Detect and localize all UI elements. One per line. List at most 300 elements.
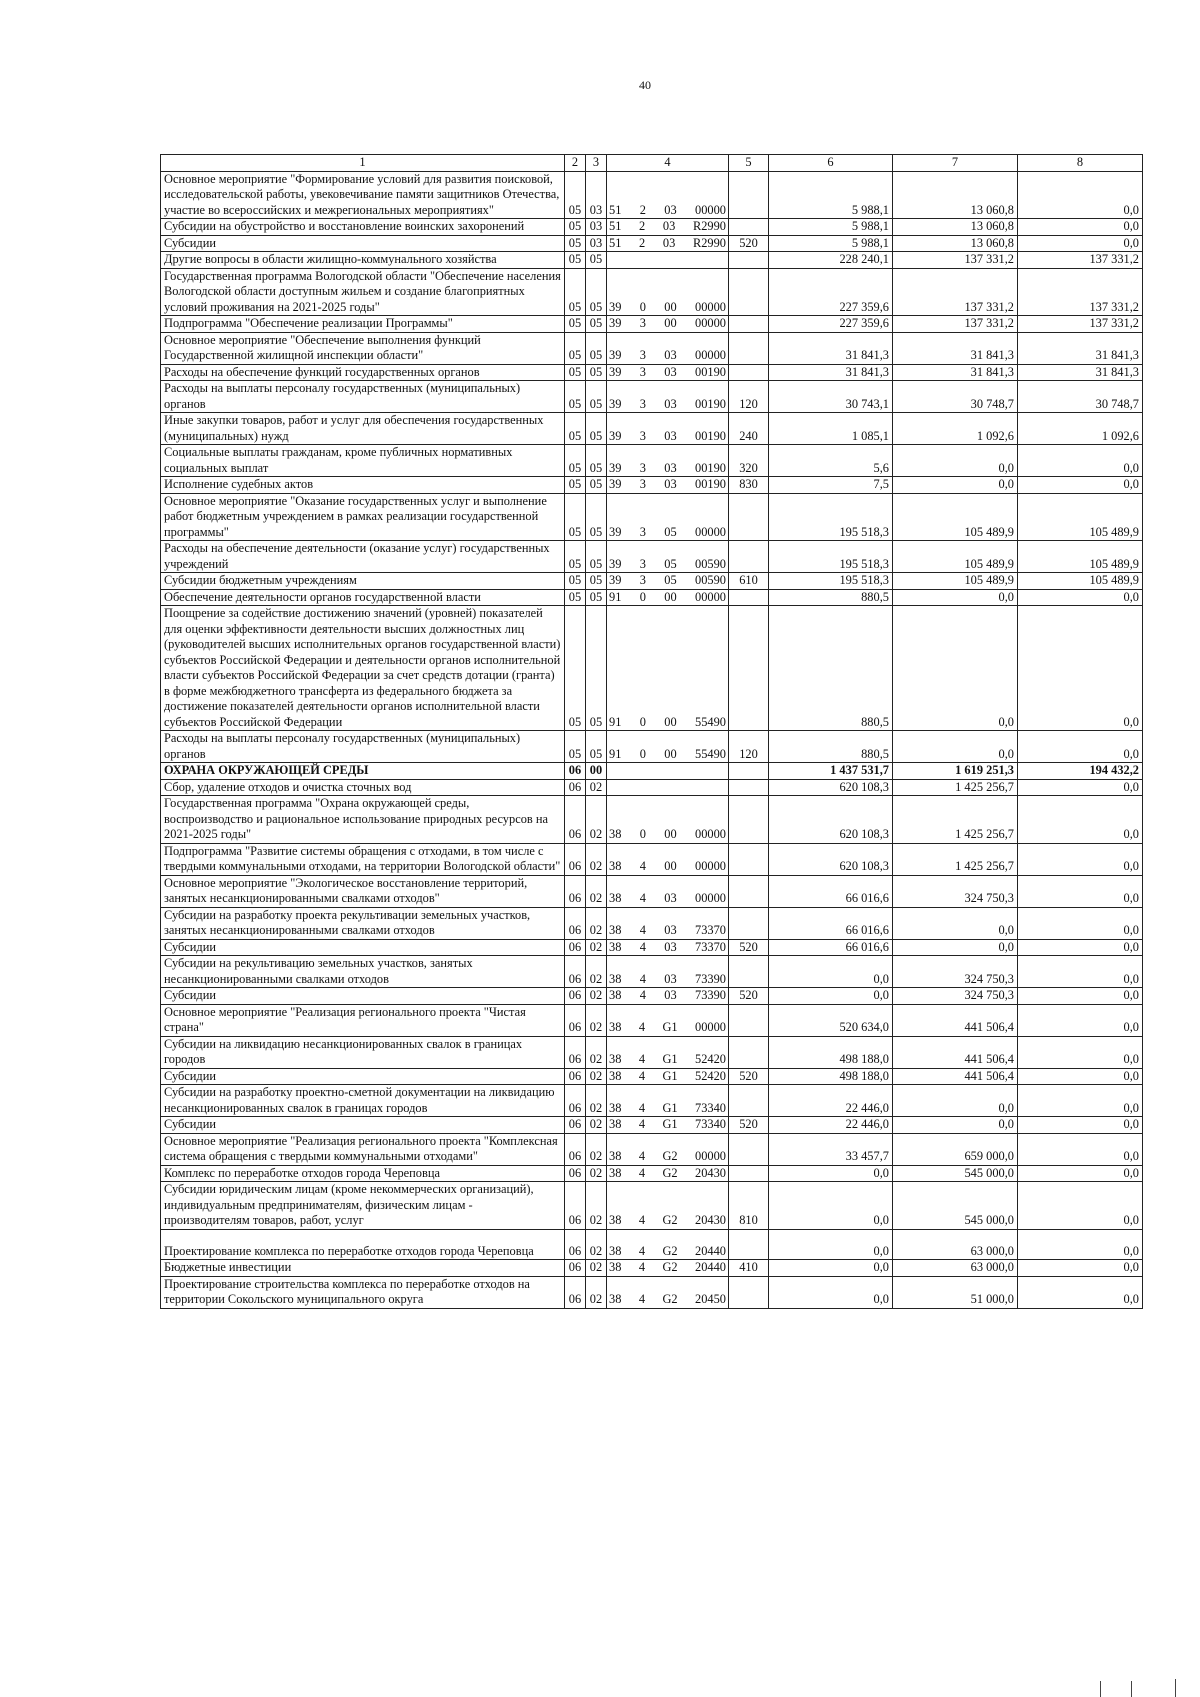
subsection-code: 02 [586, 939, 607, 956]
target-article-part: 4 [638, 1292, 646, 1306]
table-row [161, 364, 1143, 381]
amount-col6: 5 988,1 [769, 235, 893, 252]
amount-col8: 0,0 [1018, 956, 1143, 988]
target-article-part: 03 [664, 971, 677, 986]
amount-col7: 1 092,6 [893, 413, 1018, 445]
target-article-code [607, 875, 729, 907]
amount-col8: 1 092,6 [1018, 413, 1143, 445]
subsection-code: 05 [586, 381, 607, 413]
section-code: 05 [565, 541, 586, 573]
target-article-code [607, 1165, 729, 1182]
section-code: 05 [565, 332, 586, 364]
table-row [161, 939, 1143, 956]
table-row [161, 589, 1143, 606]
target-article-part: 03 [664, 477, 677, 491]
target-article-part: 20440 [695, 1243, 726, 1258]
row-name: Субсидии [161, 1117, 565, 1134]
target-article-code [607, 364, 729, 381]
target-article-part: 4 [638, 1100, 646, 1115]
expense-type-code: 520 [729, 1068, 769, 1085]
section-code: 06 [565, 1133, 586, 1165]
table-row [161, 988, 1143, 1005]
amount-col7: 659 000,0 [893, 1133, 1018, 1165]
target-article-part: 00 [664, 859, 677, 873]
target-article-part: 38 [609, 1243, 622, 1258]
amount-col8: 0,0 [1018, 875, 1143, 907]
table-row [161, 268, 1143, 316]
amount-col7: 0,0 [893, 477, 1018, 494]
expense-type-code [729, 493, 769, 541]
amount-col8: 105 489,9 [1018, 541, 1143, 573]
amount-col8: 0,0 [1018, 1036, 1143, 1068]
section-code: 06 [565, 1004, 586, 1036]
expense-type-code [729, 606, 769, 731]
amount-col8: 0,0 [1018, 939, 1143, 956]
target-article-part: 20430 [695, 1213, 726, 1227]
amount-col6: 498 188,0 [769, 1068, 893, 1085]
target-article-code [607, 1085, 729, 1117]
expense-type-code: 320 [729, 445, 769, 477]
row-name: Расходы на обеспечение функций государственных органов [161, 364, 565, 381]
section-code: 06 [565, 1260, 586, 1277]
amount-col6: 880,5 [769, 731, 893, 763]
table-body [161, 171, 1143, 1308]
target-article-part: 3 [639, 348, 646, 362]
amount-col8: 0,0 [1018, 731, 1143, 763]
amount-col8: 0,0 [1018, 779, 1143, 796]
target-article-part: 3 [639, 364, 646, 379]
target-article-code [607, 779, 729, 796]
expense-type-code [729, 1133, 769, 1165]
expense-type-code [729, 1036, 769, 1068]
target-article-parts [609, 525, 726, 541]
target-article-part: 03 [664, 396, 677, 411]
target-article-part: 03 [664, 202, 677, 217]
amount-col6: 0,0 [769, 1182, 893, 1230]
target-article-part: G2 [662, 1213, 678, 1227]
target-article-part: 4 [638, 1213, 646, 1227]
target-article-part: 3 [639, 573, 646, 587]
amount-col7: 0,0 [893, 606, 1018, 731]
amount-col7: 105 489,9 [893, 493, 1018, 541]
subsection-code: 05 [586, 252, 607, 269]
target-article-part: 38 [609, 1117, 622, 1131]
target-article-part: 00000 [695, 827, 726, 841]
subsection-code: 03 [586, 219, 607, 236]
amount-col8: 30 748,7 [1018, 381, 1143, 413]
amount-col6: 0,0 [769, 988, 893, 1005]
target-article-parts [609, 972, 726, 988]
target-article-code [607, 332, 729, 364]
target-article-part: 39 [609, 428, 622, 443]
row-name: Основное мероприятие "Формирование условий для развития поисковой, исследовательской работы, увековечивание памяти защитников Отечества, участие во всероссийских и межрегиональных мероприятиях" [161, 171, 565, 219]
target-article-part: 0 [639, 746, 646, 761]
section-code: 05 [565, 477, 586, 494]
table-row [161, 235, 1143, 252]
target-article-part: 38 [609, 1260, 622, 1274]
target-article-part: 73390 [695, 971, 726, 986]
target-article-part: 05 [664, 556, 677, 571]
table-row [161, 731, 1143, 763]
row-name: Иные закупки товаров, работ и услуг для обеспечения государственных (муниципальных) нужд [161, 413, 565, 445]
target-article-parts [609, 1166, 726, 1182]
target-article-part: 00 [664, 746, 677, 761]
amount-col6: 33 457,7 [769, 1133, 893, 1165]
row-name: Сбор, удаление отходов и очистка сточных вод [161, 779, 565, 796]
table-row [161, 219, 1143, 236]
amount-col8: 0,0 [1018, 445, 1143, 477]
target-article-part: 00190 [695, 428, 726, 443]
amount-col6: 66 016,6 [769, 907, 893, 939]
table-row [161, 1068, 1143, 1085]
amount-col7: 0,0 [893, 907, 1018, 939]
subsection-code: 02 [586, 875, 607, 907]
target-article-part: 4 [638, 1260, 646, 1274]
table-row [161, 477, 1143, 494]
target-article-part: G1 [662, 1020, 678, 1034]
row-name: Основное мероприятие "Обеспечение выполнения функций Государственной жилищной инспекции области" [161, 332, 565, 364]
section-code: 06 [565, 1068, 586, 1085]
amount-col7: 1 619 251,3 [893, 763, 1018, 780]
subsection-code: 05 [586, 606, 607, 731]
target-article-code [607, 843, 729, 875]
amount-col7: 441 506,4 [893, 1068, 1018, 1085]
target-article-parts [609, 1244, 726, 1260]
amount-col7: 0,0 [893, 589, 1018, 606]
target-article-part: 0 [639, 714, 646, 729]
subsection-code: 05 [586, 445, 607, 477]
amount-col7: 137 331,2 [893, 252, 1018, 269]
subsection-code: 05 [586, 573, 607, 590]
amount-col7: 13 060,8 [893, 219, 1018, 236]
target-article-part: 38 [609, 1292, 622, 1306]
subsection-code: 05 [586, 493, 607, 541]
target-article-part: R2990 [692, 235, 726, 250]
target-article-part: 38 [609, 1100, 622, 1115]
target-article-part: 55490 [695, 714, 726, 729]
target-article-parts [609, 203, 726, 219]
section-code: 05 [565, 445, 586, 477]
target-article-part: 00 [664, 316, 677, 330]
amount-col8: 0,0 [1018, 843, 1143, 875]
amount-col6: 880,5 [769, 589, 893, 606]
expense-type-code [729, 907, 769, 939]
target-article-code [607, 316, 729, 333]
section-code: 06 [565, 939, 586, 956]
target-article-part: 00000 [695, 348, 726, 362]
target-article-part: 03 [664, 428, 677, 443]
target-article-code [607, 988, 729, 1005]
amount-col7: 1 425 256,7 [893, 779, 1018, 796]
section-code: 05 [565, 268, 586, 316]
target-article-part: 4 [639, 923, 646, 937]
amount-col6: 31 841,3 [769, 332, 893, 364]
target-article-part: 3 [639, 556, 646, 571]
amount-col8: 0,0 [1018, 606, 1143, 731]
expense-type-code [729, 268, 769, 316]
target-article-part: G1 [662, 1117, 678, 1131]
target-article-part: 03 [664, 891, 677, 905]
amount-col7: 1 425 256,7 [893, 796, 1018, 844]
scan-mark [1100, 1681, 1132, 1697]
expense-type-code [729, 316, 769, 333]
target-article-code [607, 413, 729, 445]
target-article-parts [609, 300, 726, 316]
section-code: 06 [565, 956, 586, 988]
target-article-part: G1 [662, 1100, 678, 1115]
amount-col6: 1 437 531,7 [769, 763, 893, 780]
amount-col8: 0,0 [1018, 1117, 1143, 1134]
target-article-parts [609, 590, 726, 606]
row-name: Субсидии [161, 939, 565, 956]
table-row [161, 796, 1143, 844]
section-code: 05 [565, 493, 586, 541]
section-code: 05 [565, 171, 586, 219]
column-header: 7 [893, 155, 1018, 172]
amount-col6: 880,5 [769, 606, 893, 731]
target-article-code [607, 252, 729, 269]
table-row [161, 606, 1143, 731]
target-article-part: 00590 [695, 573, 726, 587]
amount-col7: 0,0 [893, 1117, 1018, 1134]
target-article-part: 38 [609, 923, 622, 937]
target-article-part: 4 [638, 1020, 646, 1034]
target-article-parts [609, 988, 726, 1004]
subsection-code: 02 [586, 907, 607, 939]
target-article-code [607, 939, 729, 956]
target-article-part: 38 [609, 939, 622, 954]
amount-col7: 324 750,3 [893, 956, 1018, 988]
section-code: 06 [565, 875, 586, 907]
expense-type-code: 520 [729, 988, 769, 1005]
scan-mark-line [1175, 1679, 1176, 1697]
amount-col8: 0,0 [1018, 1085, 1143, 1117]
subsection-code: 05 [586, 316, 607, 333]
table-row [161, 413, 1143, 445]
row-name: Социальные выплаты гражданам, кроме публичных нормативных социальных выплат [161, 445, 565, 477]
target-article-part: 91 [609, 746, 622, 761]
expense-type-code [729, 1004, 769, 1036]
subsection-code: 05 [586, 364, 607, 381]
amount-col6: 5 988,1 [769, 171, 893, 219]
amount-col7: 105 489,9 [893, 573, 1018, 590]
target-article-part: 73340 [695, 1117, 726, 1131]
table-row [161, 843, 1143, 875]
row-name: Проектирование строительства комплекса по переработке отходов на территории Сокольского муниципального округа [161, 1276, 565, 1308]
target-article-part: 39 [609, 460, 622, 475]
target-article-part: 38 [609, 1068, 622, 1083]
row-name: Исполнение судебных актов [161, 477, 565, 494]
target-article-part: 00000 [695, 202, 726, 217]
expense-type-code: 830 [729, 477, 769, 494]
amount-col8: 0,0 [1018, 171, 1143, 219]
target-article-part: 0 [639, 827, 646, 841]
target-article-part: 00190 [695, 460, 726, 475]
target-article-code [607, 1117, 729, 1134]
amount-col7: 137 331,2 [893, 268, 1018, 316]
target-article-code [607, 589, 729, 606]
expense-type-code [729, 796, 769, 844]
expense-type-code: 240 [729, 413, 769, 445]
section-code: 05 [565, 235, 586, 252]
target-article-code [607, 477, 729, 494]
target-article-part: 03 [664, 988, 677, 1002]
row-name: Субсидии [161, 988, 565, 1005]
target-article-part: 38 [609, 859, 622, 873]
row-name: Государственная программа "Охрана окружающей среды, воспроизводство и рациональное использование природных ресурсов на 2021-2025 годы" [161, 796, 565, 844]
target-article-code [607, 1260, 729, 1277]
target-article-part: 4 [638, 1243, 646, 1258]
row-name: Подпрограмма "Развитие системы обращения с отходами, в том числе с твердыми коммунальными отходами, на территории Вологодской области" [161, 843, 565, 875]
row-name: Субсидии на ликвидацию несанкционированных свалок в границах городов [161, 1036, 565, 1068]
target-article-part: 39 [609, 316, 622, 330]
amount-col7: 0,0 [893, 1085, 1018, 1117]
subsection-code: 02 [586, 796, 607, 844]
amount-col6: 22 446,0 [769, 1085, 893, 1117]
amount-col7: 105 489,9 [893, 541, 1018, 573]
amount-col8: 0,0 [1018, 1182, 1143, 1230]
target-article-part: 00000 [695, 859, 726, 873]
amount-col7: 0,0 [893, 445, 1018, 477]
expense-type-code [729, 875, 769, 907]
row-name: Комплекс по переработке отходов города Череповца [161, 1165, 565, 1182]
row-name: Расходы на обеспечение деятельности (оказание услуг) государственных учреждений [161, 541, 565, 573]
section-code: 06 [565, 796, 586, 844]
target-article-part: 4 [638, 1068, 646, 1083]
target-article-code [607, 541, 729, 573]
subsection-code: 02 [586, 1068, 607, 1085]
target-article-part: 2 [639, 202, 646, 217]
target-article-part: 03 [664, 364, 677, 379]
target-article-code [607, 235, 729, 252]
amount-col6: 0,0 [769, 1229, 893, 1260]
expense-type-code [729, 589, 769, 606]
target-article-part: 52420 [695, 1052, 726, 1066]
target-article-part: 39 [609, 556, 622, 571]
target-article-code [607, 1133, 729, 1165]
target-article-part: 2 [639, 235, 646, 250]
table-row [161, 493, 1143, 541]
expense-type-code [729, 364, 769, 381]
target-article-part: 4 [638, 1165, 646, 1180]
target-article-part: 39 [609, 477, 622, 491]
expense-type-code: 120 [729, 381, 769, 413]
table-row [161, 573, 1143, 590]
target-article-code [607, 796, 729, 844]
amount-col6: 0,0 [769, 956, 893, 988]
section-code: 05 [565, 589, 586, 606]
target-article-part: 03 [662, 235, 676, 250]
table-row [161, 875, 1143, 907]
expense-type-code [729, 779, 769, 796]
target-article-part: 38 [609, 988, 622, 1002]
target-article-part: 38 [609, 827, 622, 841]
target-article-part: 39 [609, 299, 622, 314]
amount-col7: 545 000,0 [893, 1182, 1018, 1230]
target-article-part: 38 [609, 891, 622, 905]
row-name: Субсидии [161, 235, 565, 252]
target-article-part: 00 [664, 299, 677, 314]
target-article-part: 73340 [695, 1100, 726, 1115]
target-article-part: 91 [609, 714, 622, 729]
target-article-code [607, 907, 729, 939]
amount-col8: 0,0 [1018, 1276, 1143, 1308]
amount-col6: 227 359,6 [769, 316, 893, 333]
subsection-code: 02 [586, 1036, 607, 1068]
table-row [161, 541, 1143, 573]
target-article-part: 00000 [695, 891, 726, 905]
table-row [161, 381, 1143, 413]
amount-col7: 324 750,3 [893, 875, 1018, 907]
target-article-part: 38 [609, 1020, 622, 1034]
table-row [161, 956, 1143, 988]
target-article-part: G2 [662, 1292, 678, 1306]
target-article-part: 00000 [695, 299, 726, 314]
row-name: Субсидии на рекультивацию земельных участков, занятых несанкционированными свалками отходов [161, 956, 565, 988]
target-article-parts [609, 477, 726, 493]
target-article-part: R2990 [692, 219, 726, 233]
section-code: 05 [565, 573, 586, 590]
target-article-part: 3 [639, 396, 646, 411]
target-article-parts [609, 348, 726, 364]
table-row [161, 907, 1143, 939]
header-row [161, 155, 1143, 172]
section-code: 05 [565, 381, 586, 413]
expense-type-code: 610 [729, 573, 769, 590]
target-article-part: 38 [609, 1165, 622, 1180]
target-article-parts [609, 557, 726, 573]
amount-col6: 22 446,0 [769, 1117, 893, 1134]
expense-type-code [729, 541, 769, 573]
target-article-part: G1 [662, 1052, 678, 1066]
row-name: Поощрение за содействие достижению значений (уровней) показателей для оценки эффективности деятельности высших должностных лиц (руководителей высших исполнительных органов государственной власти) субъектов Российской Федерации и деятельности органов исполнительной власти субъектов Российской Федерации за счет средств дотации (гранта) в форме межбюджетного трансферта из федерального бюджета за достижение показателей деятельности органов исполнительной власти субъектов Российской Федерации [161, 606, 565, 731]
amount-col6: 498 188,0 [769, 1036, 893, 1068]
target-article-part: 00 [664, 589, 677, 604]
amount-col8: 0,0 [1018, 1229, 1143, 1260]
table-row [161, 1085, 1143, 1117]
row-name: Субсидии на разработку проекта рекультивации земельных участков, занятых несанкционированными свалками отходов [161, 907, 565, 939]
target-article-part: 39 [609, 348, 622, 362]
target-article-part: 52420 [695, 1068, 726, 1083]
subsection-code: 05 [586, 731, 607, 763]
target-article-part: 4 [638, 1117, 646, 1131]
target-article-part: 4 [639, 971, 646, 986]
amount-col7: 30 748,7 [893, 381, 1018, 413]
target-article-parts [609, 1117, 726, 1133]
target-article-part: 00 [664, 714, 677, 729]
amount-col7: 545 000,0 [893, 1165, 1018, 1182]
subsection-code: 02 [586, 988, 607, 1005]
subsection-code: 05 [586, 268, 607, 316]
row-name: ОХРАНА ОКРУЖАЮЩЕЙ СРЕДЫ [161, 763, 565, 780]
amount-col8: 105 489,9 [1018, 493, 1143, 541]
amount-col8: 0,0 [1018, 1133, 1143, 1165]
table-row [161, 252, 1143, 269]
amount-col6: 195 518,3 [769, 541, 893, 573]
target-article-code [607, 1036, 729, 1068]
target-article-part: 00000 [695, 1149, 726, 1163]
target-article-parts [609, 827, 726, 843]
expense-type-code [729, 1165, 769, 1182]
target-article-part: 00 [664, 827, 677, 841]
amount-col8: 137 331,2 [1018, 252, 1143, 269]
table-row [161, 1229, 1143, 1260]
table-row [161, 445, 1143, 477]
subsection-code: 02 [586, 1276, 607, 1308]
page-number: 40 [639, 78, 651, 92]
subsection-code: 02 [586, 1165, 607, 1182]
row-name: Подпрограмма "Обеспечение реализации Программы" [161, 316, 565, 333]
